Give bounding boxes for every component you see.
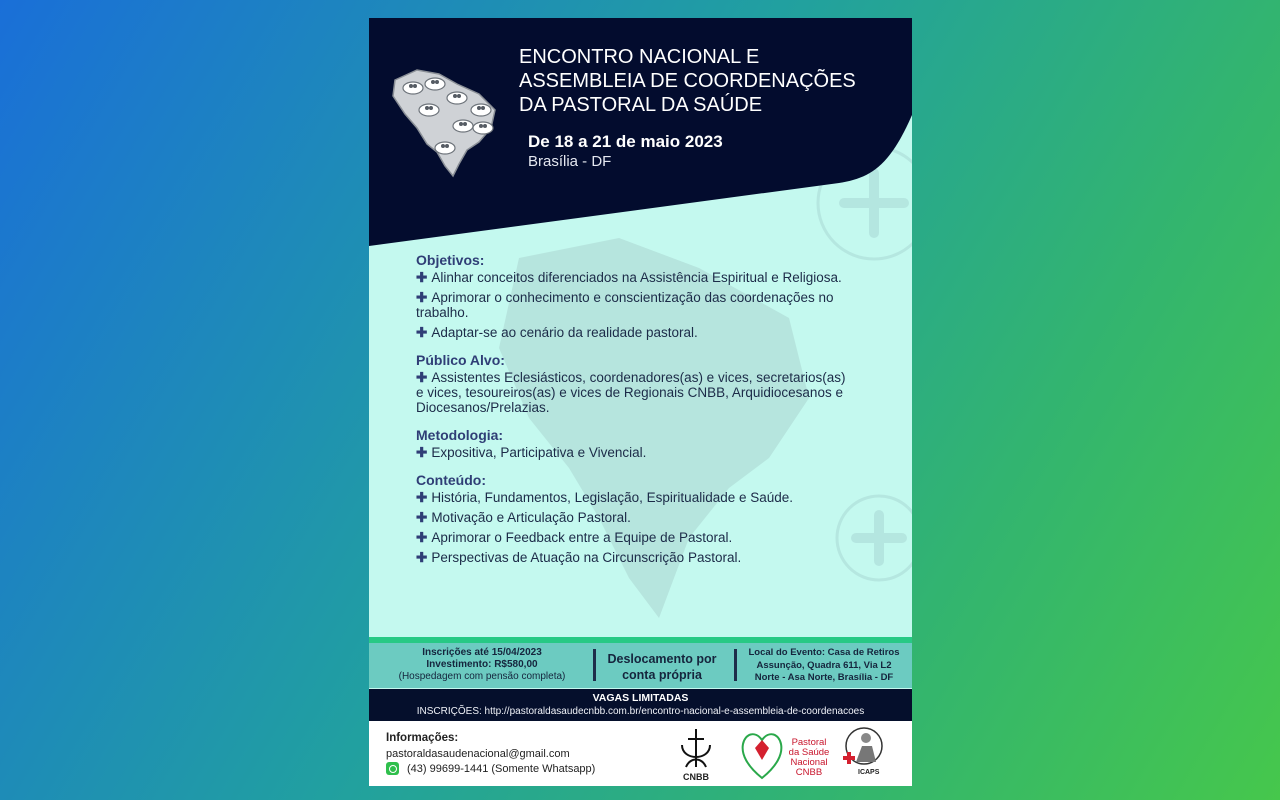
plus-icon: ✚ [416, 445, 428, 460]
icaps-figure-icon [842, 724, 886, 770]
limited-spots: VAGAS LIMITADAS [592, 692, 689, 704]
contact-email[interactable]: pastoraldasaudenacional@gmail.com [386, 748, 570, 760]
plus-icon: ✚ [416, 270, 428, 285]
event-title [519, 45, 899, 117]
pastoral-saude-logo [739, 724, 834, 784]
section-publico-alvo [416, 352, 856, 415]
separator [734, 649, 737, 681]
list-item: ✚ Aprimorar o Feedback entre a Equipe de Pastoral. [416, 530, 733, 545]
icaps-logo: ICAPS [841, 724, 887, 784]
section-metodologia [416, 427, 856, 460]
section-title: Objetivos: [416, 252, 485, 268]
registration-deadline: Inscrições até 15/04/2023 [422, 647, 542, 658]
investment-price: Investimento: R$580,00 [426, 659, 538, 670]
event-city: Brasília - DF [528, 153, 612, 170]
travel-info: Deslocamento por conta própria [607, 652, 717, 682]
list-item: ✚ Aprimorar o conhecimento e conscientização das coordenações no trabalho. [416, 290, 834, 320]
info-bar [369, 643, 912, 688]
list-item: ✚ Expositiva, Participativa e Vivencial. [416, 445, 647, 460]
list-item: ✚ Motivação e Articulação Pastoral. [416, 510, 631, 525]
objetivos-list [416, 270, 856, 340]
section-conteudo [416, 472, 856, 565]
event-dates: De 18 a 21 de maio 2023 [528, 132, 723, 151]
section-title: Público Alvo: [416, 352, 505, 368]
venue-info: Local do Evento: Casa de Retiros Assunção, Quadra 611, Via L2 Norte - Asa Norte, Brasília - DF [748, 647, 900, 683]
section-title: Conteúdo: [416, 472, 486, 488]
publico-list [416, 370, 856, 415]
title-line-3: DA PASTORAL DA SAÚDE [519, 94, 763, 116]
lodging-note: (Hospedagem com pensão completa) [398, 671, 566, 682]
event-poster [369, 18, 912, 786]
metodologia-list [416, 445, 856, 460]
footer [369, 721, 912, 786]
title-line-2: ASSEMBLEIA DE COORDENAÇÕES [519, 70, 856, 92]
separator [593, 649, 596, 681]
contact-phone: (43) 99699-1441 (Somente Whatsapp) [386, 762, 595, 775]
list-item: ✚ Adaptar-se ao cenário da realidade pastoral. [416, 325, 698, 340]
poster-content [416, 252, 856, 577]
plus-icon: ✚ [416, 510, 428, 525]
plus-icon: ✚ [416, 325, 428, 340]
title-line-1: ENCONTRO NACIONAL E [519, 46, 760, 68]
brazil-map-icon [387, 66, 505, 178]
plus-icon: ✚ [416, 370, 428, 385]
plus-icon: ✚ [416, 550, 428, 565]
conteudo-list [416, 490, 856, 565]
cnbb-symbol-icon [676, 727, 716, 769]
registration-bar [369, 689, 912, 721]
section-objetivos [416, 252, 856, 340]
list-item: ✚ Alinhar conceitos diferenciados na Assistência Espiritual e Religiosa. [416, 270, 842, 285]
plus-icon: ✚ [416, 290, 428, 305]
registration-link[interactable]: INSCRIÇÕES: http://pastoraldasaudecnbb.com.br/encontro-nacional-e-assembleia-de-coordenacoes [416, 706, 865, 717]
list-item: ✚ Assistentes Eclesiásticos, coordenadores(as) e vices, secretarios(as) e vices, tesoureiros(as) e vices de Regionais CNBB, Arquidiocesanos e Diocesanos/Prelazias. [416, 370, 846, 415]
whatsapp-icon [386, 762, 399, 775]
section-title: Metodologia: [416, 427, 504, 443]
list-item: ✚ Perspectivas de Atuação na Circunscrição Pastoral. [416, 550, 742, 565]
plus-icon: ✚ [416, 490, 428, 505]
cnbb-logo: CNBB [671, 727, 721, 783]
info-title: Informações: [386, 732, 459, 744]
list-item: ✚ História, Fundamentos, Legislação, Espiritualidade e Saúde. [416, 490, 794, 505]
pastoral-text: Pastoral da Saúde Nacional CNBB [788, 737, 830, 778]
heart-logo-icon [739, 724, 785, 784]
plus-icon: ✚ [416, 530, 428, 545]
registration-info [387, 647, 577, 683]
